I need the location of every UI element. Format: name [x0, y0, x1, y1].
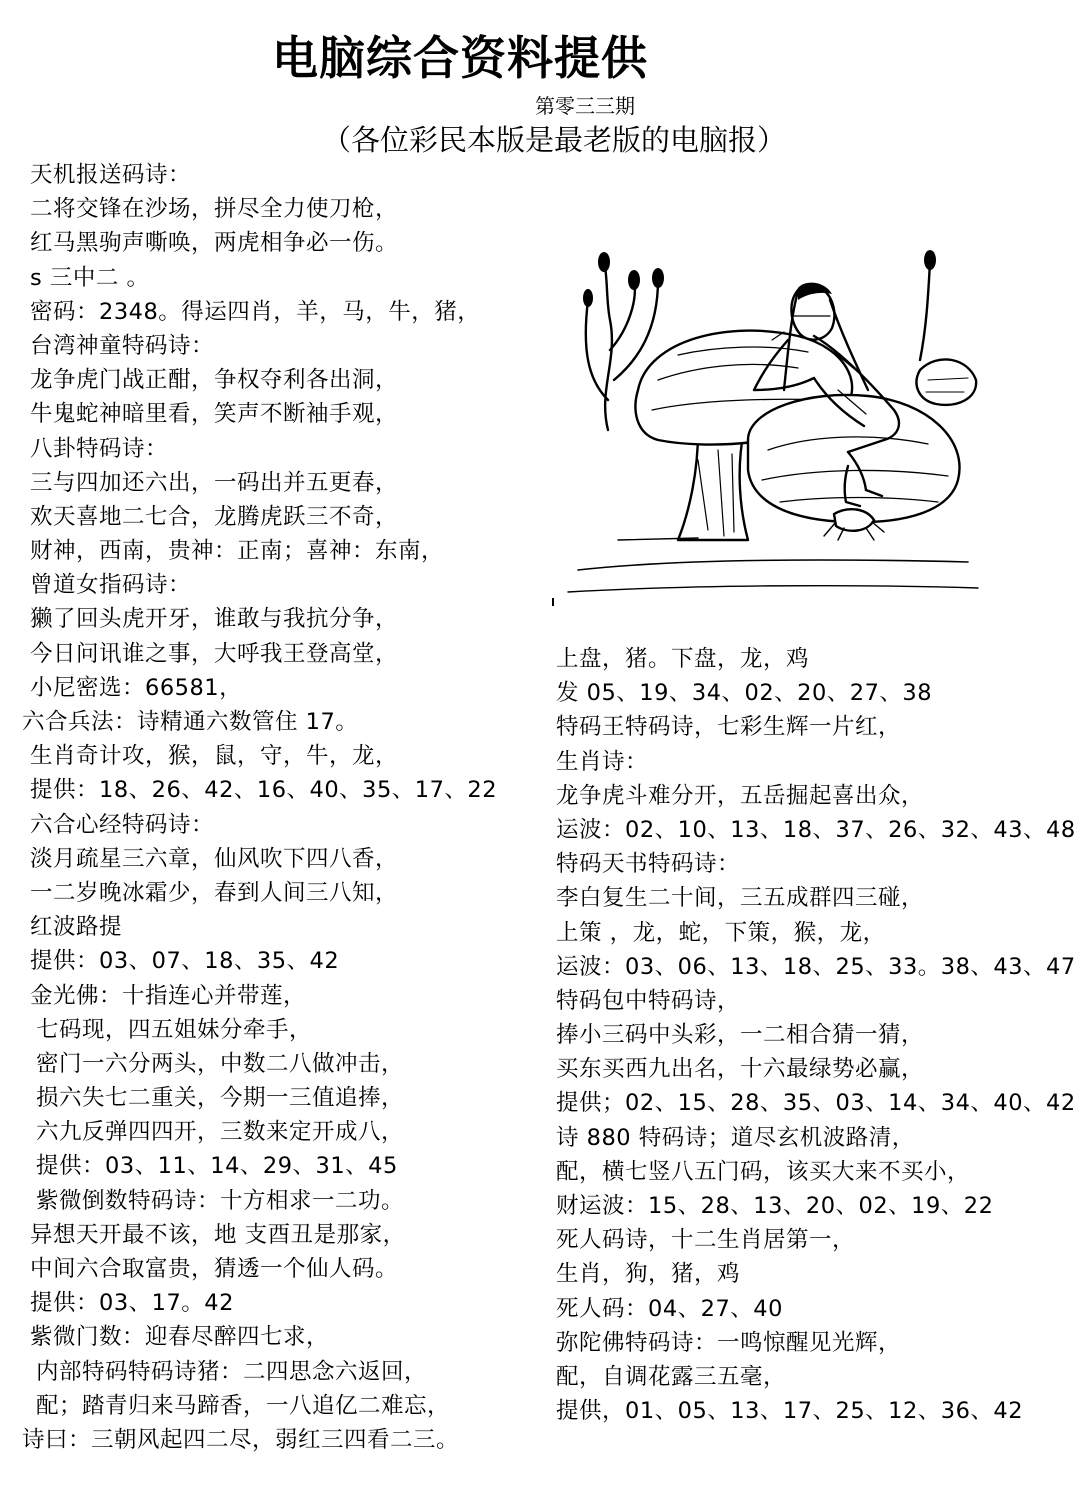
text-line: 异想天开最不该，地 支酉丑是那家，	[30, 1221, 406, 1248]
text-line: 配；踏青归来马蹄香，一八追亿二难忘，	[36, 1392, 451, 1419]
issue-number: 第零三三期	[535, 94, 635, 118]
text-line: 死人码诗，十二生肖居第一，	[556, 1227, 856, 1254]
text-line: 提供：03、07、18、35、42	[30, 948, 340, 975]
page-subtitle: （各位彩民本版是最老版的电脑报）	[322, 123, 787, 157]
text-line: 特码天书特码诗：	[556, 851, 741, 878]
text-line: 台湾神童特码诗：	[30, 332, 215, 359]
text-line: 诗 880 特码诗；道尽玄机波路清，	[556, 1124, 915, 1151]
text-line: 二将交锋在沙场，拼尽全力使刀枪，	[30, 196, 399, 223]
text-line: 特码包中特码诗，	[556, 987, 741, 1014]
text-line: 配，自调花露三五毫，	[556, 1363, 787, 1390]
text-line: 财运波：15、28、13、20、02、19、22	[556, 1193, 994, 1219]
text-line: 小尼密选：66581，	[30, 674, 243, 701]
text-line: 一二岁晚冰霜少，春到人间三八知，	[30, 879, 399, 906]
text-line: 提供：18、26、42、16、40、35、17、22	[30, 777, 498, 804]
text-line: 獭了回头虎开牙，谁敢与我抗分争，	[30, 606, 399, 633]
text-line: 三与四加还六出，一码出并五更春，	[30, 469, 399, 496]
text-line: 生肖诗：	[556, 748, 649, 775]
text-line: 提供：03、11、14、29、31、45	[36, 1153, 398, 1180]
text-line: 损六失七二重关，今期一三值追捧，	[36, 1085, 405, 1112]
text-line: 提供：03、17。42	[30, 1290, 234, 1317]
left-column	[0, 158, 540, 1457]
text-line: 生肖，狗，猪，鸡	[556, 1261, 741, 1288]
text-line: 死人码：04、27、40	[556, 1295, 783, 1322]
text-line: 诗曰：三朝风起四二尽，弱红三四看二三。	[22, 1426, 460, 1453]
page-title: 电脑综合资料提供	[272, 31, 648, 85]
text-line: 六合兵法：诗精通六数管住 17。	[22, 709, 359, 735]
text-line: 配，横七竖八五门码，该买大来不买小，	[556, 1158, 971, 1185]
text-line: 天机报送码诗：	[30, 162, 192, 188]
text-line: 生肖奇计攻，猴，鼠，守，牛，龙，	[30, 743, 399, 770]
text-line: 七码现，四五姐妹分牵手，	[36, 1016, 313, 1043]
text-line: 六九反弹四四开，三数来定开成八，	[36, 1119, 405, 1146]
text-line: 龙争虎斗难分开，五岳掘起喜出众，	[556, 782, 925, 809]
text-line: 六合心经特码诗：	[30, 811, 215, 838]
text-line: 捧小三码中头彩，一二相合猜一猜，	[556, 1022, 925, 1049]
text-line: 欢天喜地二七合，龙腾虎跃三不奇，	[30, 503, 399, 530]
text-line: 特码王特码诗，七彩生辉一片红，	[556, 714, 902, 741]
text-line: 上策 ，龙，蛇，下策，猴，龙，	[556, 919, 886, 946]
text-line: 红波路提	[30, 914, 123, 941]
text-line: 今日问讯谁之事，大呼我王登高堂，	[30, 640, 399, 667]
text-line: 李白复生二十间，三五成群四三碰，	[556, 885, 925, 912]
text-line: 牛鬼蛇神暗里看，笑声不断袖手观，	[30, 401, 399, 428]
text-line: 密码：2348。得运四肖，羊，马，牛，猪，	[30, 298, 481, 325]
text-line: 龙争虎门战正酣，争权夺利各出洞，	[30, 367, 399, 394]
text-line: 运波：03、06、13、18、25、33。38、43、47	[556, 953, 1076, 980]
text-line: 曾道女指码诗：	[30, 572, 192, 599]
text-line: 密门一六分两头，中数二八做冲击，	[36, 1050, 405, 1077]
text-line: 弥陀佛特码诗：一鸣惊醒见光辉，	[556, 1329, 902, 1356]
text-line: 运波：02、10、13、18、37、26、32、43、48	[556, 816, 1076, 843]
text-line: 上盘，猪。下盘，龙，鸡	[556, 646, 810, 672]
text-line: 发 05、19、34、02、20、27、38	[556, 680, 933, 707]
right-column	[556, 642, 1092, 1428]
text-line: 紫微倒数特码诗：十方相求一二功。	[36, 1187, 405, 1214]
text-line: 提供，01、05、13、17、25、12、36、42	[556, 1398, 1024, 1425]
text-line: 买东买西九出名，十六最绿势必赢，	[556, 1056, 925, 1083]
text-line: s 三中二 。	[30, 264, 150, 291]
text-line: 提供；02、15、28、35、03、14、34、40、42	[556, 1090, 1076, 1117]
text-line: 内部特码特码诗猪：二四思念六返回，	[36, 1358, 428, 1385]
text-line: 红马黑驹声嘶唤，两虎相争必一伤。	[30, 230, 399, 257]
text-line: 财神，西南，贵神：正南；喜神：东南，	[30, 538, 445, 565]
text-line: 紫微门数：迎春尽醉四七求，	[30, 1324, 330, 1351]
illustration-woman-on-rock	[548, 240, 988, 610]
text-line: 中间六合取富贵，猜透一个仙人码。	[30, 1256, 399, 1282]
text-line: 八卦特码诗：	[30, 435, 169, 462]
text-line: 淡月疏星三六章，仙风吹下四八香，	[30, 845, 399, 872]
text-line: 金光佛：十指连心并带莲，	[30, 982, 307, 1009]
